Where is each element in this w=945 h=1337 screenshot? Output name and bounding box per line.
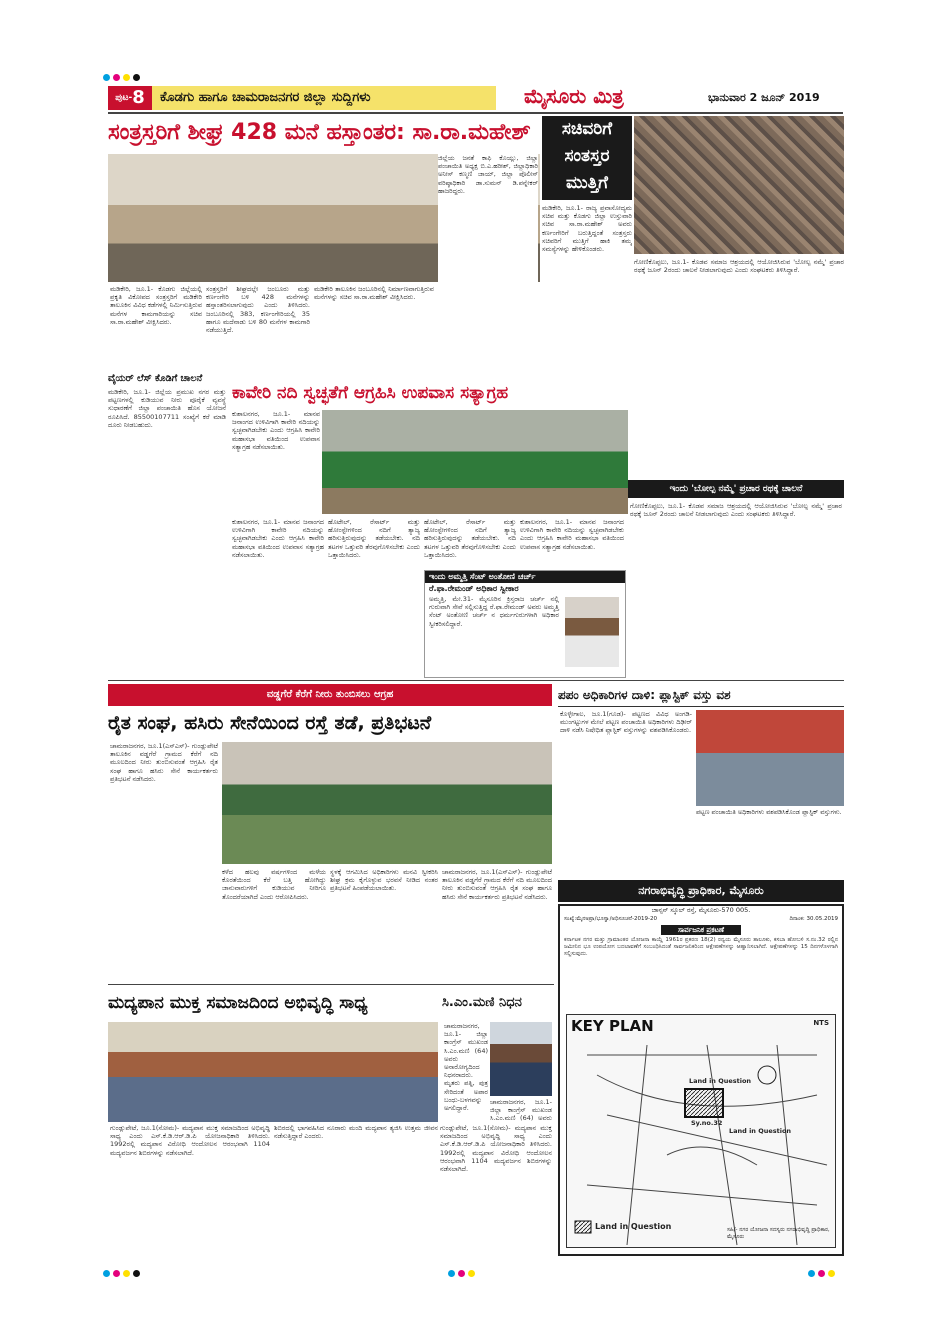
- map-roundabout: [758, 1066, 776, 1084]
- obit-body-2: ಚಾಮರಾಜನಗರ, ಜೂ.1- ಜಿಲ್ಲಾ ಕಾಂಗ್ರೆಸ್ ಮುಖಂಡ ಸಿ.ಎಂ.ಮಣಿ (64) ಅವರು: [490, 1098, 552, 1122]
- issue-date: ಭಾನುವಾರ 2 ಜೂನ್ 2019: [708, 91, 820, 104]
- main-story-body-c: ಜಿಲ್ಲೆಯ ಜನತೆ ಕಾಫಿ ಕೊಯ್ಲು, ಜಿಲ್ಲಾ ಪಂಚಾಯಿತಿ ಅಧ್ಯಕ್ಷ ಬಿ.ಎ.ಹರೀಶ್, ಜಿಲ್ಲಾಧಿಕಾರಿ ಅನೀಸ್ ಕಣ್ಮಣಿ ಜಾಯ್, ಜಿಲ್ಲಾ ಪೊಲೀಸ್ ವರಿಷ್ಠಾಧಿಕಾರಿ ಡಾ.ಸುಮನ್ ಡಿ.ಪನ್ನೇಕರ್ ಹಾಜರಿದ್ದರು.: [438, 154, 538, 364]
- water-body-right-3: ಕುಶಾಲನಗರ, ಜೂ.1- ಮಾನವ ಜನಾಂಗದ ಉಳಿವಿಗಾಗಿ ಕಾವೇರಿ ನದಿಯನ್ನು ಸ್ವಚ್ಛವಾಗಿಡಬೇಕು ಎಂದು ಆಗ್ರಹಿಸಿ ಕಾವೇರಿ ಮಹಾಸಭಾ ವತಿಯಿಂದ ಉಪವಾಸ ಸತ್ಯಾಗ್ರಹ ನಡೆಸಲಾಯಿತು.: [520, 518, 624, 551]
- page-number-badge: [108, 86, 152, 110]
- church-headline: ಇಂದು ಅಮ್ಮತ್ತಿ ಸೆಂಟ್ ಅಂತೋಣಿ ಚರ್ಚ್: [425, 571, 625, 583]
- farmers-body-a: ಚಾಮರಾಜನಗರ, ಜೂ.1(ಎಸ್ಎಸ್)- ಗುಂಡ್ಲುಪೇಟೆ ತಾಲೂಕಿನ ವಡ್ಡಗೆರೆ ಗ್ರಾಮದ ಕೆರೆಗೆ ನದಿ ಮೂಲದಿಂದ ನೀರು ತುಂಬಿಸುವಂತೆ ಆಗ್ರಹಿಸಿ ರೈತ ಸಂಘ ಹಾಗೂ ಹಸಿರು ಸೇನೆ ಕಾರ್ಯಕರ್ತರು ಪ್ರತಿಭಟನೆ ನಡೆಸಿದರು.: [110, 742, 218, 783]
- map-title: KEY PLAN: [571, 1017, 654, 1035]
- map-roads-svg: [567, 1015, 835, 1247]
- box-story-body: ಮಡಿಕೇರಿ, ಜೂ.1- ರಾಜ್ಯ ಪ್ರವಾಸೋದ್ಯಮ ಸಚಿವ ಮತ್ತು ಕೊಡಗು ಜಿಲ್ಲಾ ಉಸ್ತುವಾರಿ ಸಚಿವ ಸಾ.ರಾ.ಮಹೇಶ್ ಅವರು ಕರ್ಣಂಗೇರಿಗೆ ಬರುತ್ತಿದ್ದಂತೆ ಸಂತ್ರಸ್ತರು ಸಚಿವರಿಗೆ ಮುತ್ತಿಗೆ ಹಾಕಿ ತಮ್ಮ ಸಮಸ್ಯೆಗಳನ್ನು ಹೇಳಿಕೊಂಡರು.: [542, 204, 632, 254]
- farmers-kicker: ವಡ್ಡಗೆರೆ ಕೆರೆಗೆ ನೀರು ತುಂಬಿಸಲು ಆಗ್ರಹ: [108, 684, 552, 706]
- notice-address: ಜಾನ್ಸನ್ ಸ್ಕೂಲ್ ರಸ್ತೆ, ಮೈಸೂರು-570 005.: [651, 906, 751, 914]
- notice-ref-row: [560, 915, 842, 923]
- bolpa-headline: ಇಂದು 'ಬೋಲ್ಪ ನಮ್ಮೆ' ಪ್ರಚಾರ ರಥಕ್ಕೆ ಚಾಲನೆ: [628, 480, 844, 498]
- kaveri-headline: ಕಾವೇರಿ ನದಿ ಸ್ವಚ್ಛತೆಗೆ ಆಗ್ರಹಿಸಿ ಉಪವಾಸ ಸತ್ಯಾಗ್ರಹ: [232, 383, 509, 403]
- water-body-mid: ಕುಶಾಲನಗರ, ಜೂ.1- ಮಾನವ ಜನಾಂಗದ ಉಳಿವಿಗಾಗಿ ಕಾವೇರಿ ನದಿಯನ್ನು ಸ್ವಚ್ಛವಾಗಿಡಬೇಕು ಎಂದು ಆಗ್ರಹಿಸಿ ಕಾವೇರಿ ಮಹಾಸಭಾ ವತಿಯಿಂದ ಉಪವಾಸ ಸತ್ಯಾಗ್ರಹ ನಡೆಸಲಾಯಿತು.: [232, 410, 320, 451]
- reg-dot-cyan: [448, 1270, 455, 1277]
- reg-dot-black: [133, 1270, 140, 1277]
- map-label-land-2: Land in Question: [729, 1127, 792, 1135]
- key-plan-map: [566, 1014, 836, 1248]
- liquor-headline: ಮದ್ಯಪಾನ ಮುಕ್ತ ಸಮಾಜದಿಂದ ಅಭಿವೃದ್ಧಿ ಸಾಧ್ಯ: [108, 993, 368, 1013]
- plastic-caption: ಪಟ್ಟಣ ಪಂಚಾಯಿತಿ ಅಧಿಕಾರಿಗಳು ವಶಪಡಿಸಿಕೊಂಡ ಪ್ಲಾಸ್ಟಿಕ್ ವಸ್ತುಗಳು.: [696, 808, 842, 816]
- registration-marks-top: [103, 66, 143, 85]
- reg-dot-cyan: [103, 74, 110, 81]
- obit-body: ಚಾಮರಾಜನಗರ, ಜೂ.1- ಜಿಲ್ಲಾ ಕಾಂಗ್ರೆಸ್ ಮುಖಂಡ ಸಿ.ಎಂ.ಮಣಿ (64) ಅವರು ಅನಾರೋಗ್ಯದಿಂದ ನಿಧನರಾದರು. ಮೃತರು ಪತ್ನಿ, ಪುತ್ರ ಸೇರಿದಂತೆ ಅಪಾರ ಬಂಧು-ಬಳಗವನ್ನು ಅಗಲಿದ್ದಾರೆ.: [444, 1022, 488, 1113]
- page-number: 8: [132, 87, 145, 108]
- liquor-body-b: ಶಿಬಿರದಲ್ಲಿ ಭಾಗವಹಿಸಿದ ನೂರಾರು ಮಂದಿ ಮದ್ಯಪಾನ ತ್ಯಜಿಸಿ ಉತ್ತಮ ಜೀವನ ನಡೆಸುತ್ತಿದ್ದಾರೆ ಎಂದರು.: [274, 1124, 438, 1141]
- registration-marks-bottom-right: [808, 1262, 838, 1281]
- crowd-photo: [634, 116, 844, 254]
- notice-title: ನಗರಾಭಿವೃದ್ಧಿ ಪ್ರಾಧಿಕಾರ, ಮೈಸೂರು: [558, 880, 844, 902]
- masthead: ಮೈಸೂರು ಮಿತ್ರ: [524, 84, 624, 108]
- map-roads: [587, 1045, 827, 1245]
- box-headline: ಸಚಿವರಿಗೆ ಸಂತಸ್ತರ ಮುತ್ತಿಗೆ: [542, 116, 632, 200]
- obit-portrait: [490, 1022, 552, 1096]
- plastic-headline: ಪಪಂ ಅಧಿಕಾರಿಗಳ ದಾಳಿ: ಪ್ಲಾಸ್ಟಿಕ್ ವಸ್ತು ವಶ: [558, 684, 844, 707]
- farmers-body-c: ಸ್ಥಳಕ್ಕೆ ಆಗಮಿಸಿದ ಅಧಿಕಾರಿಗಳು ಮನವಿ ಸ್ವೀಕರಿಸಿ ಶೀಘ್ರ ಕ್ರಮ ಕೈಗೊಳ್ಳುವ ಭರವಸೆ ನೀಡಿದ ನಂತರ ಪ್ರತಿಭಟನೆ ಹಿಂಪಡೆಯಲಾಯಿತು.: [330, 868, 438, 893]
- plastic-body: ಕೊಳ್ಳೇಗಾಲ, ಜೂ.1(ಗೂಡ)- ಪಟ್ಟಣದ ವಿವಿಧ ಅಂಗಡಿ-ಮುಂಗಟ್ಟುಗಳ ಮೇಲೆ ಪಟ್ಟಣ ಪಂಚಾಯಿತಿ ಅಧಿಕಾರಿಗಳು ದಿಢೀರ್ ದಾಳಿ ನಡೆಸಿ ನಿಷೇಧಿತ ಪ್ಲಾಸ್ಟಿಕ್ ವಸ್ತುಗಳನ್ನು ವಶಪಡಿಸಿಕೊಂಡರು.: [560, 710, 692, 735]
- priest-portrait: [565, 597, 619, 667]
- church-subhead: ರೆ.ಫಾ.ರೇಮಂಡ್ ಅಧಿಕಾರ ಸ್ವೀಕಾರ: [429, 584, 519, 593]
- wireless-kicker: ವೈಯರ್ ಲೆಸ್ ಕೊಡಿಗೆ ಚಾಲನೆ: [108, 373, 203, 384]
- reg-dot-yellow: [123, 74, 130, 81]
- main-story-body-b: ಸಂತ್ರಸ್ತರಿಗೆ ಶೀಘ್ರದಲ್ಲೇ ಜಂಬೂರು ಮತ್ತು ಕರ್ಣಂಗೇರಿ ಬಳಿ 428 ಮನೆಗಳನ್ನು ಹಸ್ತಾಂತರಿಸಲಾಗುವುದು ಎಂದು ತಿಳಿಸಿದರು. ಜಂಬೂರಿನಲ್ಲಿ 383, ಕರ್ಣಂಗೇರಿಯಲ್ಲಿ 35 ಹಾಗೂ ಮದೆನಾಡು ಬಳಿ 80 ಮನೆಗಳ ಕಾಮಗಾರಿ ನಡೆಯುತ್ತಿದೆ.: [206, 285, 310, 335]
- legend-label: Land in Question: [595, 1222, 672, 1231]
- liquor-body: ಗುಂಡ್ಲುಪೇಟೆ, ಜೂ.1(ಸೋಮ)- ಮದ್ಯಪಾನ ಮುಕ್ತ ಸಮಾಜದಿಂದ ಅಭಿವೃದ್ಧಿ ಸಾಧ್ಯ ಎಂದು ಎಸ್.ಕೆ.ಡಿ.ಆರ್.ಡಿ.ಪಿ ಯೋಜನಾಧಿಕಾರಿ ತಿಳಿಸಿದರು. 1992ರಲ್ಲಿ ಮದ್ಯಪಾನ ವಿರೋಧಿ ಆಂದೋಲನ ಆರಂಭವಾಗಿ 1104 ಮದ್ಯವರ್ಜನ ಶಿಬಿರಗಳನ್ನು ನಡೆಸಲಾಗಿದೆ.: [110, 1124, 270, 1157]
- reg-dot-yellow: [468, 1270, 475, 1277]
- registration-marks-bottom-mid: [448, 1262, 478, 1281]
- church-body: ಅಮ್ಮತ್ತಿ, ಮೇ.31- ಮೈಸೂರಿನ ಕ್ರಿಸ್ತರಾಜ ಚರ್ಚ್ ನಲ್ಲಿ ಗುರುವಾಗಿ ಸೇವೆ ಸಲ್ಲಿಸುತ್ತಿದ್ದ ರೆ.ಫಾ.ರೇಮಂಡ್ ಅವರು ಅಮ್ಮತ್ತಿ ಸೆಂಟ್ ಅಂತೋಣಿ ಚರ್ಚ್ ನ ಧರ್ಮಗುರುಗಳಾಗಿ ಅಧಿಕಾರ ಸ್ವೀಕರಿಸಲಿದ್ದಾರೆ.: [429, 595, 559, 628]
- reg-dot-magenta: [458, 1270, 465, 1277]
- main-story-body-a: ಮಡಿಕೇರಿ, ಜೂ.1- ಕೊಡಗು ಜಿಲ್ಲೆಯಲ್ಲಿ ಪ್ರಕೃತಿ ವಿಕೋಪದ ಸಂತ್ರಸ್ತರಿಗೆ ಮಡಿಕೇರಿ ತಾಲೂಕಿನ ವಿವಿಧ ಕಡೆಗಳಲ್ಲಿ ನಿರ್ಮಿಸುತ್ತಿರುವ ಮನೆಗಳ ಕಾಮಗಾರಿಯನ್ನು ಸಚಿವ ಸಾ.ರಾ.ಮಹೇಶ್ ವೀಕ್ಷಿಸಿದರು.: [110, 285, 202, 326]
- satyagraha-photo: [322, 410, 628, 514]
- reg-dot-cyan: [808, 1270, 815, 1277]
- water-body-mid-2: ಕುಶಾಲನಗರ, ಜೂ.1- ಮಾನವ ಜನಾಂಗದ ಉಳಿವಿಗಾಗಿ ಕಾವೇರಿ ನದಿಯನ್ನು ಸ್ವಚ್ಛವಾಗಿಡಬೇಕು ಎಂದು ಆಗ್ರಹಿಸಿ ಕಾವೇರಿ ಮಹಾಸಭಾ ವತಿಯಿಂದ ಉಪವಾಸ ಸತ್ಯಾಗ್ರಹ ನಡೆಸಲಾಯಿತು.: [232, 518, 324, 559]
- farmers-headline: ರೈತ ಸಂಘ, ಹಸಿರು ಸೇನೆಯಿಂದ ರಸ್ತೆ ತಡೆ, ಪ್ರತಿಭಟನೆ: [108, 712, 432, 734]
- reg-dot-black: [133, 74, 140, 81]
- map-label-land: Land in Question: [689, 1077, 752, 1085]
- farmers-photo: [222, 742, 552, 864]
- reg-dot-magenta: [113, 1270, 120, 1277]
- notice-box: [558, 904, 844, 1256]
- water-body-right: ಹೊಟೇಲ್, ರೆಸಾರ್ಟ್ ಮತ್ತು ಹೋಂಸ್ಟೇಗಳಿಂದ ನದಿಗೆ ತ್ಯಾಜ್ಯ ಹರಿಸುತ್ತಿರುವುದನ್ನು ತಡೆಯಬೇಕು. ನದಿ ತಟಗಳ ಒತ್ತುವರಿ ತೆರವುಗೊಳಿಸಬೇಕು ಎಂದು ಒತ್ತಾಯಿಸಿದರು.: [328, 518, 420, 559]
- farmers-body-b: ಕಳೆದ ಹಲವು ವರ್ಷಗಳಿಂದ ಮಳೆಯ ಕೊರತೆಯಿಂದ ಕೆರೆ ಬತ್ತಿ ಹೋಗಿದ್ದು ಜಾನುವಾರುಗಳಿಗೆ ಕುಡಿಯುವ ನೀರಿಗೂ ತೊಂದರೆಯಾಗಿದೆ ಎಂದು ಆರೋಪಿಸಿದರು.: [222, 868, 326, 901]
- plastic-photo: [696, 710, 844, 806]
- farmers-body-d: ಚಾಮರಾಜನಗರ, ಜೂ.1(ಎಸ್ಎಸ್)- ಗುಂಡ್ಲುಪೇಟೆ ತಾಲೂಕಿನ ವಡ್ಡಗೆರೆ ಗ್ರಾಮದ ಕೆರೆಗೆ ನದಿ ಮೂಲದಿಂದ ನೀರು ತುಂಬಿಸುವಂತೆ ಆಗ್ರಹಿಸಿ ರೈತ ಸಂಘ ಹಾಗೂ ಹಸಿರು ಸೇನೆ ಕಾರ್ಯಕರ್ತರು ಪ್ರತಿಭಟನೆ ನಡೆಸಿದರು.: [442, 868, 552, 901]
- reg-dot-cyan: [103, 1270, 110, 1277]
- notice-date: ದಿನಾಂಕ: 30.05.2019: [789, 916, 838, 922]
- land-parcel-hatch: [685, 1089, 723, 1117]
- reg-dot-yellow: [123, 1270, 130, 1277]
- bolpa-body: ಗೋಣಿಕೊಪ್ಪಲು, ಜೂ.1- ಕೊಡವ ಸಮಾಜ ಆಶ್ರಯದಲ್ಲಿ ಆಯೋಜಿಸಿರುವ 'ಬೋಲ್ಪ ನಮ್ಮೆ' ಪ್ರಚಾರ ರಥಕ್ಕೆ ಜೂನ್ 2ರಂದು ಚಾಲನೆ ನೀಡಲಾಗುವುದು ಎಂದು ಸಂಘಟಕರು ತಿಳಿಸಿದ್ದಾರೆ.: [630, 502, 842, 519]
- obit-headline: ಸಿ.ಎಂ.ಮಣಿ ನಿಧನ: [442, 995, 522, 1010]
- registration-marks-bottom-left: [103, 1262, 143, 1281]
- header-rule: [108, 112, 843, 114]
- section-title: ಕೊಡಗು ಹಾಗೂ ಚಾಮರಾಜನಗರ ಜಿಲ್ಲಾ ಸುದ್ದಿಗಳು: [160, 90, 371, 105]
- legend-swatch: [575, 1221, 591, 1233]
- reg-dot-yellow: [828, 1270, 835, 1277]
- reg-dot-magenta: [113, 74, 120, 81]
- water-body-left: ಮಡಿಕೇರಿ, ಜೂ.1- ಜಿಲ್ಲೆಯ ಪ್ರಮುಖ ನಗರ ಮತ್ತು ಪಟ್ಟಣಗಳಲ್ಲಿ ಕುಡಿಯುವ ನೀರು ಪೂರೈಕೆ ವ್ಯವಸ್ಥೆ ಸುಧಾರಣೆಗೆ ಜಿಲ್ಲಾ ಪಂಚಾಯಿತಿ ಹೊಸ ಯೋಜನೆ ರೂಪಿಸಿದೆ. 85500107711 ಸಂಖ್ಯೆಗೆ ಕರೆ ಮಾಡಿ ದೂರು ನೀಡಬಹುದು.: [108, 388, 226, 429]
- divider-lower: [108, 984, 554, 985]
- map-nts: NTS: [813, 1019, 829, 1027]
- map-label-survey: Sy.no.32: [691, 1119, 723, 1127]
- water-body-right-2: ಹೊಟೇಲ್, ರೆಸಾರ್ಟ್ ಮತ್ತು ಹೋಂಸ್ಟೇಗಳಿಂದ ನದಿಗೆ ತ್ಯಾಜ್ಯ ಹರಿಸುತ್ತಿರುವುದನ್ನು ತಡೆಯಬೇಕು. ನದಿ ತಟಗಳ ಒತ್ತುವರಿ ತೆರವುಗೊಳಿಸಬೇಕು ಎಂದು ಒತ್ತಾಯಿಸಿದರು.: [424, 518, 516, 559]
- main-story-body-b2: ಮಡಿಕೇರಿ ತಾಲೂಕಿನ ಜಂಬೂರಿನಲ್ಲಿ ನಿರ್ಮಾಣವಾಗುತ್ತಿರುವ ಮನೆಗಳನ್ನು ಸಚಿವ ಸಾ.ರಾ.ಮಹೇಶ್ ವೀಕ್ಷಿಸಿದರು.: [314, 285, 434, 302]
- notice-subtitle: ಸಾರ್ವಜನಿಕ ಪ್ರಕಟಣೆ: [661, 925, 741, 935]
- divider-mid: [108, 680, 844, 681]
- notice-ref: ಸಂಖ್ಯೆ:ಮೈನಅಪ್ರಾ/ಭೂಸ್ವಾ/ಅಧಿಸೂಚನೆ-2019-20: [564, 916, 658, 922]
- notice-signature: ಸಹಿ/- ನಗರ ಯೋಜನಾ ಸದಸ್ಯರು ನಗರಾಭಿವೃದ್ಧಿ ಪ್ರಾಧಿಕಾರ, ಮೈಸೂರು: [727, 1227, 830, 1240]
- reg-dot-magenta: [818, 1270, 825, 1277]
- main-headline: ಸಂತ್ರಸ್ತರಿಗೆ ಶೀಘ್ರ 428 ಮನೆ ಹಸ್ತಾಂತರ: ಸಾ.ರಾ.ಮಹೇಶ್: [108, 120, 531, 145]
- liquor-body-c: ಗುಂಡ್ಲುಪೇಟೆ, ಜೂ.1(ಸೋಮ)- ಮದ್ಯಪಾನ ಮುಕ್ತ ಸಮಾಜದಿಂದ ಅಭಿವೃದ್ಧಿ ಸಾಧ್ಯ ಎಂದು ಎಸ್.ಕೆ.ಡಿ.ಆರ್.ಡಿ.ಪಿ ಯೋಜನಾಧಿಕಾರಿ ತಿಳಿಸಿದರು. 1992ರಲ್ಲಿ ಮದ್ಯಪಾನ ವಿರೋಧಿ ಆಂದೋಲನ ಆರಂಭವಾಗಿ 1104 ಮದ್ಯವರ್ಜನ ಶಿಬಿರಗಳನ್ನು ನಡೆಸಲಾಗಿದೆ.: [440, 1124, 552, 1174]
- liquor-photo: [108, 1022, 438, 1122]
- page-label: ಪುಟ-: [115, 93, 133, 103]
- church-box: [424, 570, 626, 678]
- notice-body: ಕರ್ನಾಟಕ ನಗರ ಮತ್ತು ಗ್ರಾಮಾಂತರ ಯೋಜನಾ ಕಾಯ್ದೆ 1961ರ ಪ್ರಕರಣ 18(2) ರನ್ವಯ ಮೈಸೂರು ತಾಲೂಕು, ಕಸಬಾ ಹೋಬಳಿ ಸ.ನಂ.32 ರಲ್ಲಿನ ಜಮೀನಿನ ಭೂ ಉಪಯೋಗ ಬದಲಾವಣೆಗೆ ಸಂಬಂಧಿಸಿದಂತೆ ಸಾರ್ವಜನಿಕರಿಂದ ಆಕ್ಷೇಪಣೆಗಳನ್ನು ಆಹ್ವಾನಿಸಲಾಗಿದೆ. ಆಕ್ಷೇಪಣೆಗಳನ್ನು 15 ದಿನಗಳೊಳಗಾಗಿ ಸಲ್ಲಿಸುವುದು.: [564, 937, 838, 958]
- box-story-body-2: ಗೋಣಿಕೊಪ್ಪಲು, ಜೂ.1- ಕೊಡವ ಸಮಾಜ ಆಶ್ರಯದಲ್ಲಿ ಆಯೋಜಿಸಿರುವ 'ಬೋಲ್ಪ ನಮ್ಮೆ' ಪ್ರಚಾರ ರಥಕ್ಕೆ ಜೂನ್ 2ರಂದು ಚಾಲನೆ ನೀಡಲಾಗುವುದು ಎಂದು ಸಂಘಟಕರು ತಿಳಿಸಿದ್ದಾರೆ.: [634, 258, 844, 275]
